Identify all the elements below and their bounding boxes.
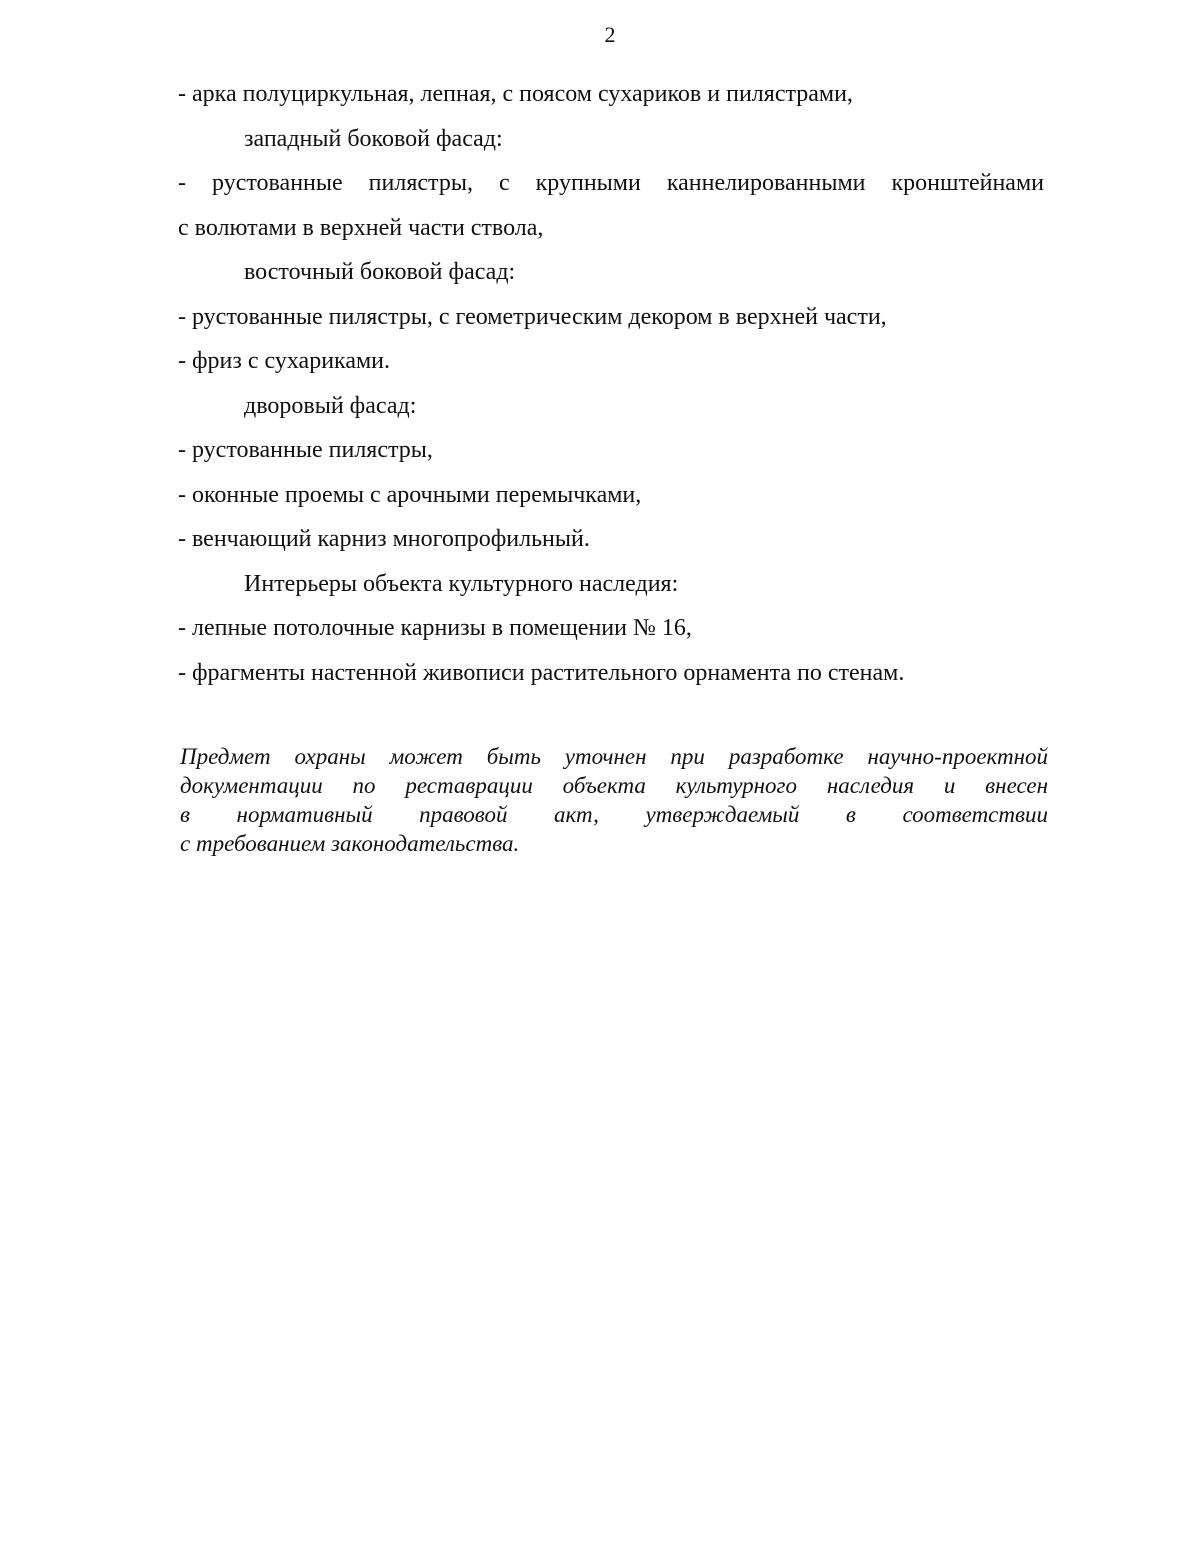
list-item: - рустованные пилястры, [178,437,433,463]
note-line: Предмет охраны может быть уточнен при разработке научно-проектной [180,744,1048,769]
list-item: - лепные потолочные карнизы в помещении № 16, [178,615,692,641]
section-heading-west-facade: западный боковой фасад: [244,125,503,152]
list-item: - арка полуциркульная, лепная, с поясом сухариков и пилястрами, [178,81,853,107]
section-heading-interiors: Интерьеры объекта культурного наследия: [244,570,679,597]
list-item: - оконные проемы с арочными перемычками, [178,481,642,508]
list-item: - венчающий карниз многопрофильный. [178,526,590,552]
list-item: - рустованные пилястры, с геометрическим декором в верхней части, [178,303,887,330]
italic-note [180,742,1048,858]
note-line: с требованием законодательства. [180,831,520,856]
list-item: - рустованные пилястры, с крупными каннелированными кронштейнами [178,170,1044,196]
note-line: в нормативный правовой акт, утверждаемый в соответствии [180,802,1048,827]
protected-elements-list [178,72,1044,695]
list-item: - фрагменты настенной живописи растительного орнамента по стенам. [178,659,905,686]
list-item-continuation: с волютами в верхней части ствола, [178,214,544,241]
note-line: документации по реставрации объекта культурного наследия и внесен [180,773,1048,798]
section-heading-east-facade: восточный боковой фасад: [244,259,516,285]
list-item: - фриз с сухариками. [178,348,391,374]
page-number: 2 [604,22,616,47]
section-heading-courtyard-facade: дворовый фасад: [244,392,417,419]
